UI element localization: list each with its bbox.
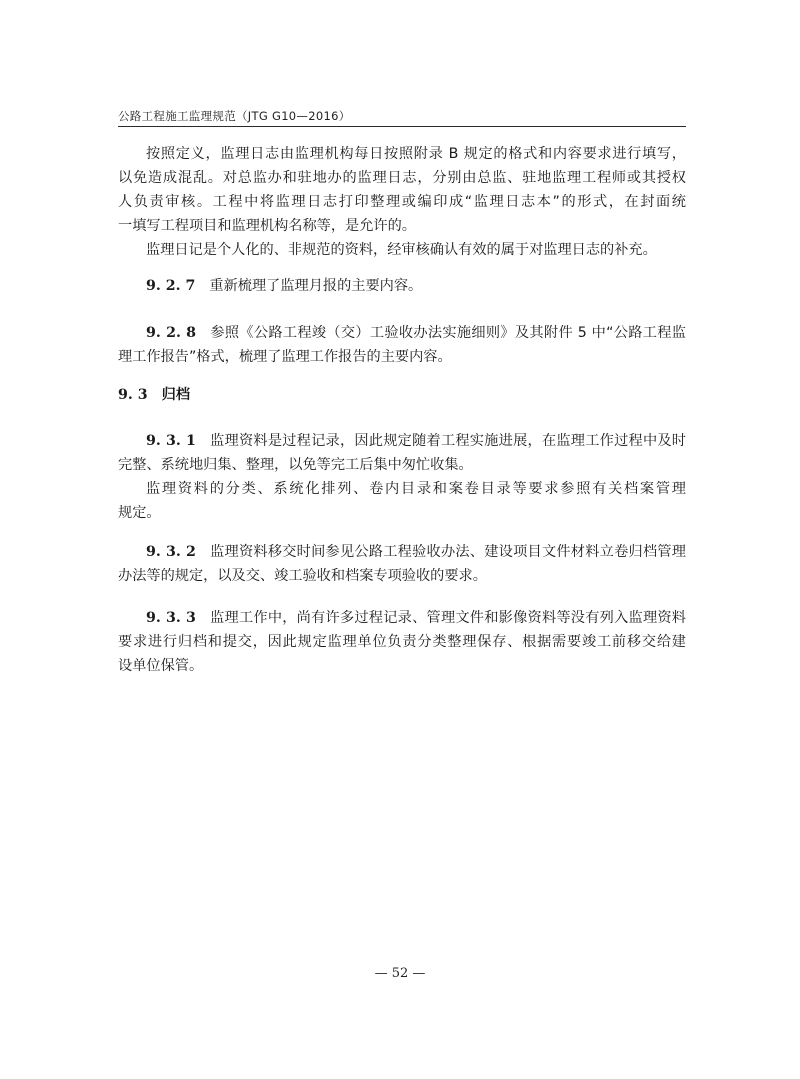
clause-9-2-7 — [146, 276, 422, 296]
clause-9-3-3 — [146, 608, 686, 628]
running-title: 公路工程施工监理规范（JTG G10—2016） — [118, 109, 351, 123]
clause-number: 9. 2. 8 — [146, 325, 197, 341]
paragraph-line: 监理日记是个人化的、非规范的资料，经审核确认有效的属于对监理日志的补充。 — [146, 242, 657, 258]
clause-text: 参照《公路工程竣（交）工验收办法实施细则》及其附件 5 中“公路工程监 — [210, 325, 686, 341]
paragraph-line: 办法等的规定，以及交、竣工验收和档案专项验收的要求。 — [118, 568, 487, 584]
clause-number: 9. 3. 3 — [146, 610, 196, 626]
clause-text: 重新梳理了监理月报的主要内容。 — [209, 278, 423, 294]
paragraph-line: 按照定义，监理日志由监理机构每日按照附录 B 规定的格式和内容要求进行填写， — [146, 146, 686, 162]
clause-text: 监理工作中，尚有许多过程记录、管理文件和影像资料等没有列入监理资料 — [209, 610, 686, 626]
paragraph-line: 监理资料的分类、系统化排列、卷内目录和案卷目录等要求参照有关档案管理 — [146, 481, 686, 497]
clause-9-2-8 — [146, 323, 686, 343]
paragraph-line: 人负责审核。工程中将监理日志打印整理或编印成“监理日志本”的形式，在封面统 — [118, 194, 686, 210]
section-number: 9. 3 — [118, 387, 148, 403]
paragraph-line: 完整、系统地归集、整理，以免等完工后集中匆忙收集。 — [118, 457, 473, 473]
clause-number: 9. 3. 2 — [146, 544, 196, 560]
clause-number: 9. 3. 1 — [146, 433, 196, 449]
clause-text: 监理资料是过程记录，因此规定随着工程实施进展，在监理工作过程中及时 — [209, 433, 686, 449]
paragraph-line: 规定。 — [118, 505, 161, 521]
paragraph-line: 设单位保管。 — [118, 658, 204, 674]
clause-9-3-1 — [146, 431, 686, 451]
paragraph-line: 以免造成混乱。对总监办和驻地办的监理日志，分别由总监、驻地监理工程师或其授权 — [118, 170, 686, 186]
clause-number: 9. 2. 7 — [146, 278, 196, 294]
paragraph-line: 要求进行归档和提交，因此规定监理单位负责分类整理保存、根据需要竣工前移交给建 — [118, 634, 686, 650]
section-heading-9-3 — [118, 385, 190, 405]
paragraph-line: 理工作报告”格式，梳理了监理工作报告的主要内容。 — [118, 349, 452, 365]
page-number: — 52 — — [374, 966, 426, 981]
section-title: 归档 — [161, 387, 191, 403]
running-header — [118, 104, 686, 127]
paragraph-line: 一填写工程项目和监理机构名称等，是允许的。 — [118, 218, 416, 234]
clause-9-3-2 — [146, 542, 686, 562]
clause-text: 监理资料移交时间参见公路工程验收办法、建设项目文件材料立卷归档管理 — [209, 544, 686, 560]
